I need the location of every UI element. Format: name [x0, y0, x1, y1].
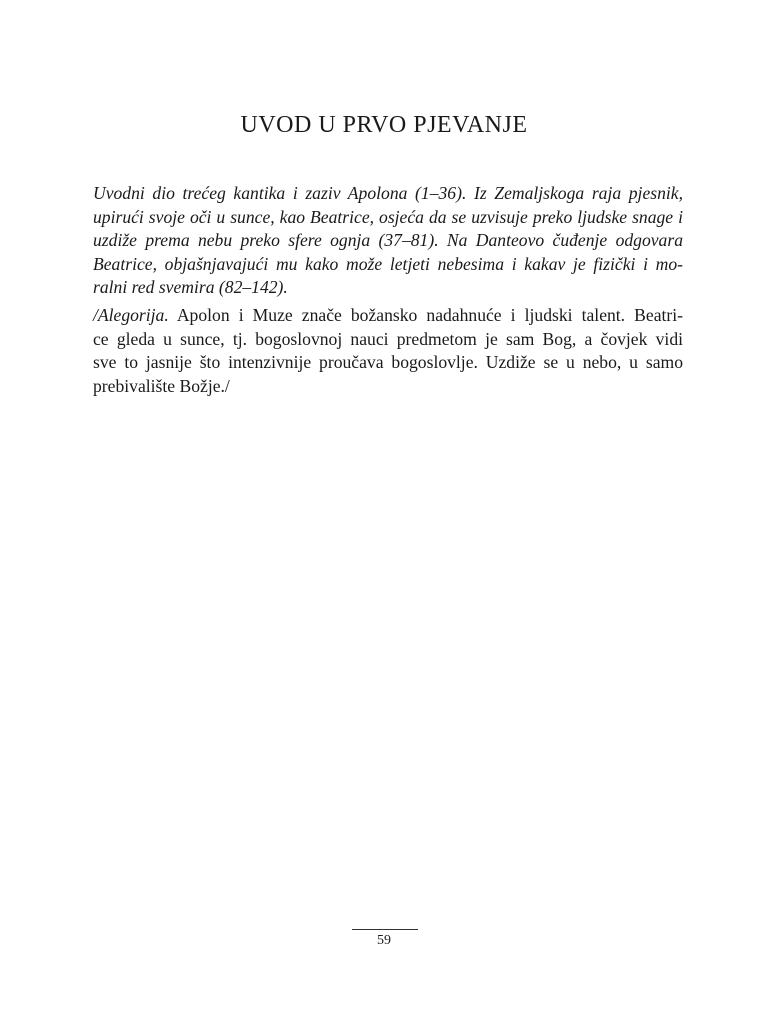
- allegory-paragraph: [93, 304, 683, 398]
- summary-line: ralni red svemira (82–142).: [93, 277, 288, 297]
- allegory-line: sve to jasnije što intenzivnije proučava bogoslovlje. Uzdiže se u nebo, u samo: [93, 352, 683, 372]
- allegory-lead: /Alegorija.: [93, 305, 169, 325]
- allegory-line: [93, 304, 683, 328]
- allegory-line: ce gleda u sunce, tj. bogoslovnoj nauci predmetom je sam Bog, a čovjek vidi: [93, 328, 683, 349]
- chapter-title: UVOD U PRVO PJEVANJE: [240, 112, 528, 138]
- page-number: 59: [377, 933, 391, 948]
- allegory-line-rest: Apolon i Muze znače božansko nadahnuće i ljudski talent. Beatri-: [168, 305, 683, 325]
- summary-line: Beatrice, objašnjavajući mu kako može letjeti nebesima i kakav je fizički i mo-: [93, 253, 683, 274]
- summary-line: Uvodni dio trećeg kantika i zaziv Apolona (1–36). Iz Zemaljskoga raja pjesnik,: [93, 183, 683, 203]
- allegory-line: prebivalište Božje./: [93, 375, 230, 396]
- summary-line: upirući svoje oči u sunce, kao Beatrice, osjeća da se uzvisuje preko ljudske snage i: [93, 206, 683, 227]
- summary-line: uzdiže prema nebu preko sfere ognja (37–81). Na Danteovo čuđenje odgovara: [93, 230, 683, 250]
- footer-rule: [352, 929, 418, 930]
- canto-summary: [93, 182, 683, 300]
